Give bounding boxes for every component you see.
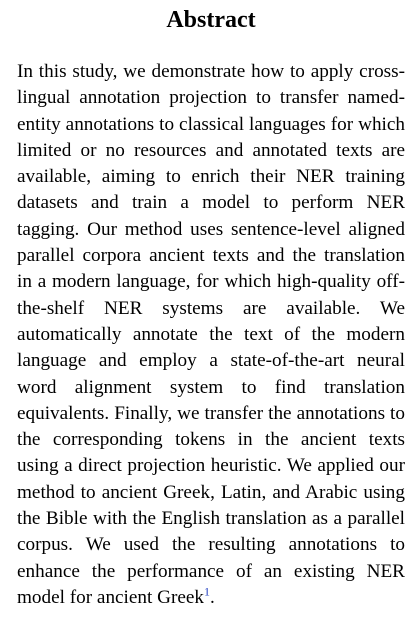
abstract-closing-punctuation: . — [210, 586, 215, 608]
abstract-text: In this study, we demonstrate how to apply cross-lingual annotation projection to transfer named-entity annotations to classical languages for which limited or no resources and annotated texts are available, aiming to enrich their NER training datasets and train a model to perform NER tagging. Our method uses sentence-level aligned parallel corpora ancient texts and the translation in a modern language, for which high-quality off-the-shelf NER systems are available. We automatically annotate the text of the modern language and employ a state-of-the-art neural word alignment system to find translation equivalents. Finally, we transfer the annotations to the corresponding tokens in the ancient texts using a direct projection heuristic. We applied our method to ancient Greek, Latin, and Arabic using the Bible with the English translation as a parallel corpus. We used the resulting annotations to enhance the performance of an existing NER model for ancient Greek — [17, 61, 405, 608]
abstract-body — [17, 59, 405, 611]
abstract-title: Abstract — [166, 7, 256, 33]
footnote-marker[interactable]: 1 — [204, 584, 210, 599]
